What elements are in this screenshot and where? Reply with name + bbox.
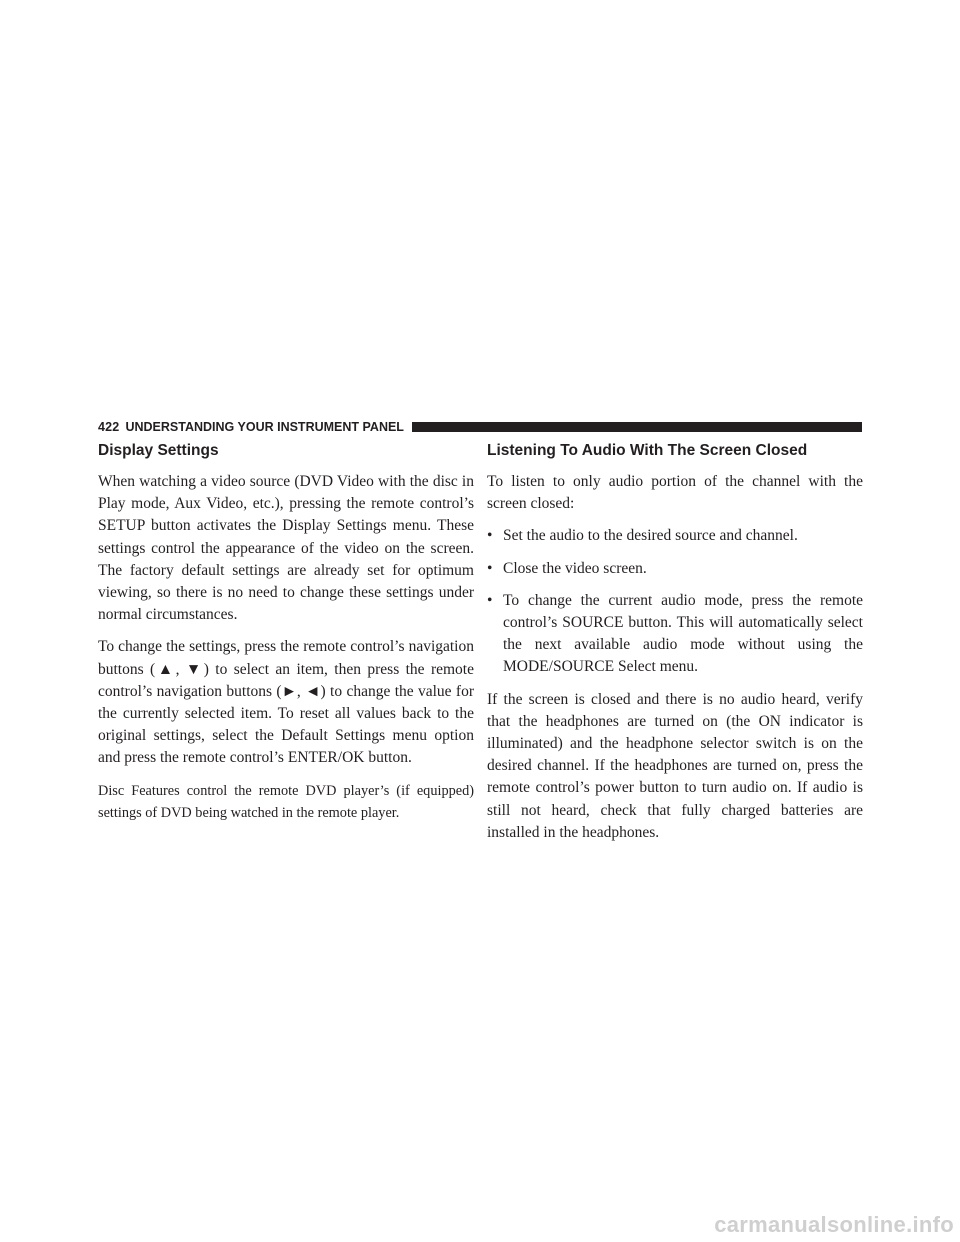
display-settings-paragraph-2: To change the settings, press the remote control’s navigation buttons (▲, ▼) to select an item, then press the remote control’s navigation buttons (►, ◄) to change the value for the currently selected item. To reset all values back to the original settings, select the Default Settings menu option and press the remote control’s ENTER/OK button.	[98, 638, 474, 767]
audio-steps-list	[487, 525, 863, 678]
header-rule	[412, 422, 862, 432]
list-item	[487, 590, 863, 679]
page-header	[98, 418, 862, 436]
right-column	[487, 441, 863, 854]
disc-features-paragraph: Disc Features control the remote DVD player’s (if equipped) settings of DVD being watched in the remote player.	[98, 782, 474, 821]
watermark: carmanualsonline.info	[714, 1212, 954, 1237]
list-item-text: To change the current audio mode, press the remote control’s SOURCE button. This will automatically select the next available audio mode without using the MODE/SOURCE Select menu.	[503, 591, 863, 676]
bullet-icon: •	[487, 559, 493, 577]
bullet-icon: •	[487, 591, 493, 609]
list-item-text: Close the video screen.	[503, 559, 647, 577]
no-audio-paragraph: If the screen is closed and there is no audio heard, verify that the headphones are turned on (the ON indicator is illuminated) and the headphone selector switch is on the desired channel. If the headphones are turned on, press the remote control’s power button to turn audio on. If audio is still not heard, check that fully charged batteries are installed in the headphones.	[487, 690, 863, 841]
audio-intro-paragraph: To listen to only audio portion of the channel with the screen closed:	[487, 473, 863, 513]
running-title: UNDERSTANDING YOUR INSTRUMENT PANEL	[125, 420, 404, 434]
display-settings-paragraph-1: When watching a video source (DVD Video with the disc in Play mode, Aux Video, etc.), pressing the remote control’s SETUP button activates the Display Settings menu. These settings control the appearance of the video on the screen. The factory default settings are already set for optimum viewing, so there is no need to change these settings under normal circumstances.	[98, 473, 474, 624]
bullet-icon: •	[487, 527, 493, 545]
audio-screen-closed-heading: Listening To Audio With The Screen Closed	[487, 442, 808, 459]
page-number: 422	[98, 420, 120, 434]
left-column	[98, 441, 474, 834]
display-settings-heading: Display Settings	[98, 442, 219, 459]
list-item	[487, 525, 863, 547]
list-item	[487, 558, 863, 580]
list-item-text: Set the audio to the desired source and channel.	[503, 527, 798, 545]
